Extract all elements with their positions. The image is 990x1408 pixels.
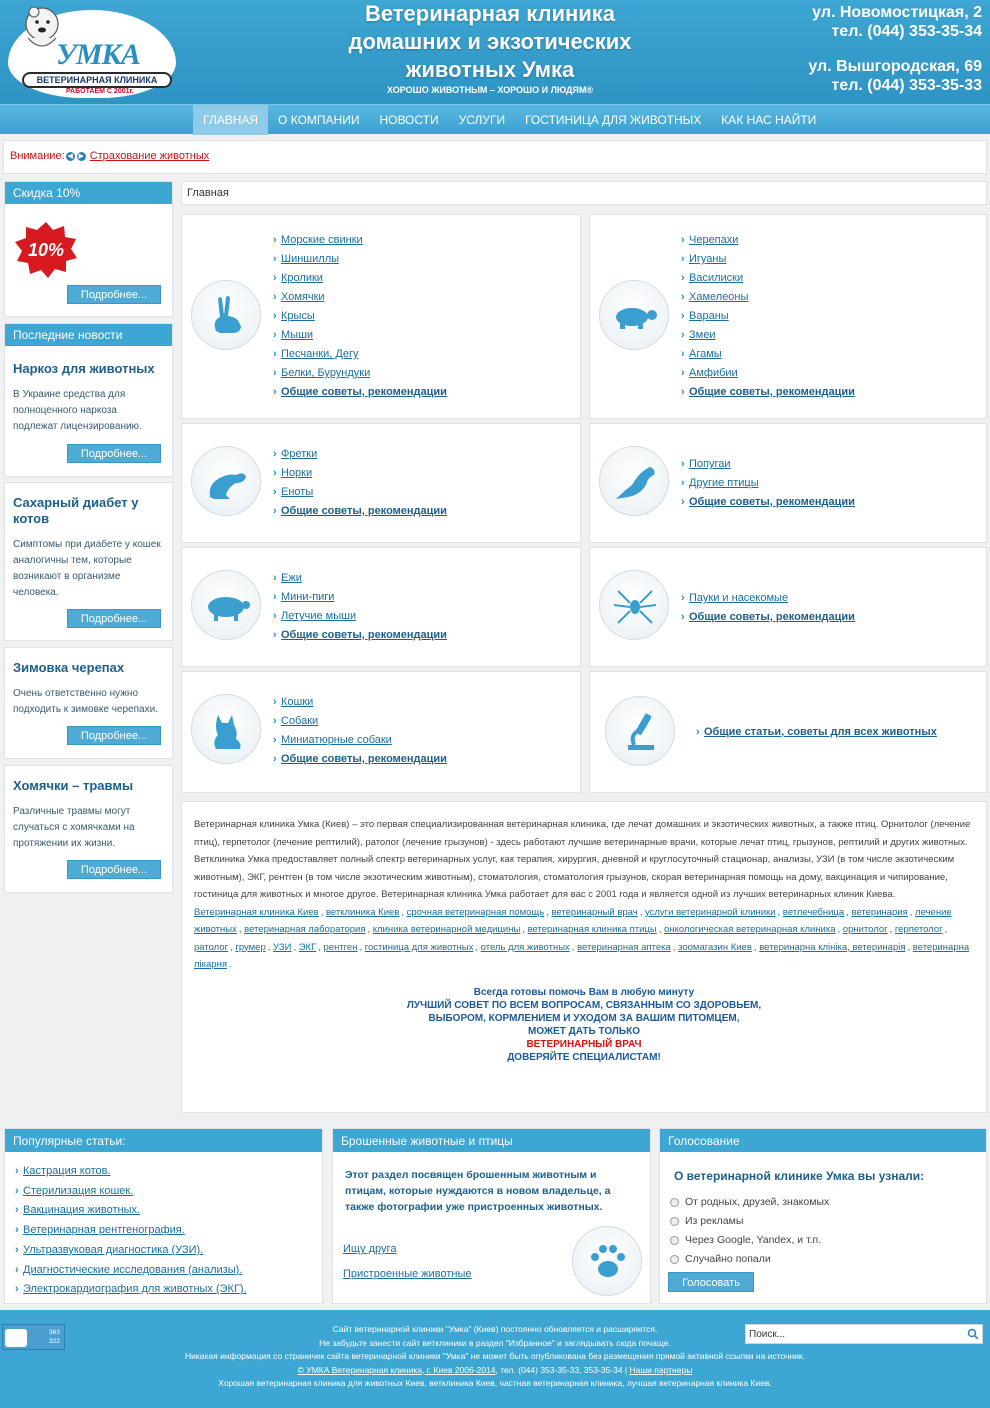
link-item [15,1261,247,1281]
keyword-separator: , [658,924,665,935]
counter-logo-icon [5,1329,27,1347]
keyword-separator: , [944,924,948,935]
link-item [273,712,447,731]
category-link[interactable]: Белки, Бурундуки [281,367,371,379]
link-item [15,1162,247,1182]
keyword-separator: , [571,941,578,953]
popular-link[interactable]: Вакцинация животных. [23,1204,141,1217]
link-item [681,493,855,512]
footer [0,1310,990,1408]
main-nav [0,104,990,134]
poll-option[interactable] [670,1231,829,1250]
news-title[interactable]: Зимовка черепах [13,660,125,675]
cat-icon [202,705,252,755]
news-box-1 [4,323,173,477]
popular-link[interactable]: Электрокардиография для животных (ЭКГ). [23,1283,247,1296]
keyword-link[interactable]: ветеринарна клініка, ветеринарія [759,941,906,953]
general-advice-link[interactable]: Общие советы, рекомендации [281,629,447,641]
keyword-separator: , [359,941,365,953]
category-links [273,693,447,769]
category-card-reptiles [589,214,987,419]
keyword-separator: , [909,906,916,918]
address-1: ул. Новомостицкая, 2 [812,4,982,21]
news-more-button[interactable]: Подробнее... [67,609,161,628]
alert-label: Внимание: [10,150,65,162]
poll-question: О ветеринарной клинике Умка вы узнали: [674,1169,925,1183]
link-item [273,307,447,326]
category-link[interactable]: Черепахи [689,234,739,246]
keyword-separator: , [753,941,760,953]
general-advice-link[interactable]: Общие советы, рекомендации [689,496,855,508]
keyword-links [194,904,974,974]
find-friend-link[interactable]: Ищу друга [343,1243,397,1255]
general-advice-link[interactable]: Общие советы, рекомендации [281,753,447,765]
cta-line: МОЖЕТ ДАТЬ ТОЛЬКО [528,1025,640,1037]
link-item [273,569,447,588]
abandoned-animals-box [332,1128,651,1304]
link-item [15,1241,247,1261]
keyword-link[interactable]: орнитолог [842,924,888,935]
address-2: ул. Вышгородская, 69 [808,58,982,75]
keyword-separator: , [672,941,679,953]
category-link[interactable]: Собаки [281,715,319,727]
poll-option[interactable] [670,1212,829,1231]
category-card-insects [589,547,987,667]
keyword-separator: , [475,941,481,953]
link-item [15,1221,247,1241]
abandoned-header: Брошенные животные и птицы [333,1129,650,1152]
news-text: Очень ответственно нужно подходить к зимовке черепахи. [13,688,158,715]
footer-copyright-line [0,1364,990,1378]
category-card-rodents [181,214,581,419]
link-item [273,731,447,750]
cta-line: Всегда готовы помочь Вам в любую минуту [473,986,695,998]
search-input[interactable] [745,1324,983,1344]
footer-line: Никакая информация со страничек сайта ветеринарной клиники "Умка" не может быть опубликована без размещения прямой активной ссылки на источник. [184,1351,805,1361]
prev-arrow-icon[interactable]: ◀ [67,152,73,160]
link-item [273,483,447,502]
about-text: Ветеринарная клиника Умка (Киев) – это первая специализированная ветеринарная клиника, где лечат домашних и экзотических животных, а также птиц. Орнитолог (лечение птиц), герпетолог (лечение рептилий), ратолог (лечение грызунов) - здесь работают лучшие ветеринарные врачи, которые лечат птиц, грызунов, рептилий и других животных. Ветклиника Умка предоставляет полный спектр ветеринарных услуг, как терапия, хирургия, дневной и круглосуточный стационар, анализы, УЗИ (в том числе экзотическим животным), ЭКГ, рентген (в том числе экзотическим животным), стоматология, стоматология грызунов, скорая ветеринарная помощь на дому, вакцинация и чипирование, гостиница для животных и многое другое. Ветеринарная клиника Умка работает для вас с 2001 года и является одной из лучших ветеринарных клиник Киева. [194,819,971,900]
category-link[interactable]: Другие птицы [689,477,759,489]
link-item [681,455,855,474]
keyword-separator: , [367,924,373,935]
popular-list [15,1162,247,1300]
category-link[interactable]: Попугаи [689,458,731,470]
keyword-link[interactable]: ветеринарная лаборатория [244,924,366,935]
category-link[interactable]: Морские свинки [281,234,363,246]
category-links [696,723,937,742]
category-icon-circle[interactable] [605,696,675,766]
category-links [273,569,447,645]
category-card-ferrets [181,423,581,543]
poll-option-label: Случайно попали [685,1253,771,1265]
link-item [273,231,447,250]
slogan: ХОРОШО ЖИВОТНЫМ – ХОРОШО И ЛЮДЯМ® [387,85,593,95]
address-block-1 [782,3,982,41]
title-line: домашних и экзотических [348,29,632,54]
turtle-icon [610,291,660,341]
link-item [15,1182,247,1202]
spider-icon [610,581,660,631]
phone-2: тел. (044) 353-35-33 [831,77,982,94]
category-icon-circle[interactable] [191,570,261,640]
paw-icon-circle [572,1226,642,1296]
link-item [681,474,855,493]
category-link[interactable]: Амфибии [689,367,738,379]
keyword-separator: , [846,906,852,918]
category-icon-circle[interactable] [599,570,669,640]
category-link[interactable]: Игуаны [689,253,727,265]
news-title[interactable]: Сахарный диабет у котов [13,495,139,526]
call-to-action [194,986,974,1064]
link-item [681,307,855,326]
category-card-birds [589,423,987,543]
keyword-separator: , [639,906,645,918]
search-icon[interactable] [967,1328,979,1340]
link-item [273,288,447,307]
general-advice-link[interactable]: Общие советы, рекомендации [689,611,855,623]
keyword-separator: , [267,941,274,953]
visitor-counter[interactable] [2,1324,65,1350]
category-link[interactable]: Пауки и насекомые [689,592,789,604]
link-item [681,250,855,269]
next-arrow-icon[interactable]: ▶ [78,152,84,160]
footer-phones: , тел. (044) 353-35-33, 353-35-34 | [495,1364,630,1375]
keyword-separator: , [318,941,324,953]
microscope-icon [616,707,666,757]
category-card-small-mammals [181,547,581,667]
keyword-separator: . [228,959,232,970]
category-card-all [589,671,987,793]
site-logo[interactable] [8,2,176,98]
keyword-link[interactable]: ветеринарный врач [551,906,638,918]
partners-link[interactable]: Наши партнеры [629,1364,693,1375]
keyword-link[interactable]: ветеринарна лікарня [194,941,970,970]
keyword-link[interactable]: лечение животных [194,906,952,935]
news-box-4 [4,765,173,893]
poll-header: Голосование [660,1129,986,1152]
nav-location[interactable]: КАК НАС НАЙТИ [721,113,817,127]
category-links [681,589,855,627]
link-item [273,693,447,712]
logo-since: РАБОТАЕМ С 2001г. [66,88,134,95]
keyword-link[interactable]: услуги ветеринарной клиники [644,906,776,918]
footer-text [0,1310,990,1391]
footer-tagline: Хорошая ветеринарная клиника для животных Киев, ветклиника Киев, частная ветеринарная клиника, лучшая ветеринарная клиника Киев. [218,1378,772,1388]
category-links [273,231,447,402]
link-item [681,231,855,250]
link-item [273,626,447,645]
nav-hotel[interactable]: ГОСТИНИЦА ДЛЯ ЖИВОТНЫХ [525,113,702,127]
header [0,0,990,134]
popular-link[interactable]: Стерилизация кошек. [23,1184,134,1197]
ferret-icon [202,457,252,507]
keyword-separator: , [907,941,913,953]
link-item [681,345,855,364]
news-more-button[interactable]: Подробнее... [67,726,161,745]
discount-badge-text: 10% [27,240,65,260]
link-item [15,1280,247,1300]
keyword-link[interactable]: ветеринария [851,906,908,918]
news-title[interactable]: Хомячки – травмы [13,778,134,793]
keyword-link[interactable]: рентген [323,941,358,953]
radio-button[interactable] [670,1236,679,1245]
link-item [681,364,855,383]
link-item [681,269,855,288]
general-advice-link[interactable]: Общие советы, рекомендации [281,386,447,398]
news-text: Симптомы при диабете у кошек аналогичны тем, которые возникают в организме человека. [13,539,161,598]
nav-about[interactable]: О КОМПАНИИ [278,113,360,127]
keyword-link[interactable]: Ветеринарная клиника Киев [194,906,319,918]
keyword-separator: , [238,924,245,935]
poll-option-label: От родных, друзей, знакомых [685,1196,830,1208]
link-item [681,383,855,402]
vote-button[interactable]: Голосовать [668,1272,754,1292]
keyword-link[interactable]: ветеринарная аптека [577,941,671,953]
category-links [273,445,447,521]
news-box-3 [4,647,173,759]
category-link[interactable]: Мини-пиги [281,591,335,603]
news-header: Последние новости [5,324,172,346]
phone-1: тел. (044) 353-35-34 [831,23,982,40]
category-link[interactable]: Агамы [689,348,722,360]
category-link[interactable]: Крысы [281,310,315,322]
discount-badge-icon [13,222,79,278]
radio-button[interactable] [670,1217,679,1226]
link-item [681,326,855,345]
news-more-button[interactable]: Подробнее... [67,860,161,879]
parrot-icon [610,457,660,507]
alert-link[interactable]: Страхование животных [89,150,210,162]
counter-values [49,1328,60,1346]
discount-header: Скидка 10% [5,182,172,204]
link-item [15,1201,247,1221]
link-item [273,502,447,521]
popular-link[interactable]: Диагностические исследования (анализы). [23,1263,243,1276]
radio-button[interactable] [670,1198,679,1207]
category-link[interactable]: Еноты [281,486,314,498]
keyword-separator: , [401,906,407,918]
nav-home[interactable]: ГЛАВНАЯ [193,105,268,135]
general-advice-link[interactable]: Общие советы, рекомендации [689,386,855,398]
link-item [273,383,447,402]
discount-box [4,181,173,317]
category-link[interactable]: Летучие мыши [281,610,357,622]
link-item [273,750,447,769]
category-icon-circle[interactable] [191,446,261,516]
keyword-link[interactable]: ветлечебница [782,906,845,918]
category-link[interactable]: Ежи [281,572,302,584]
category-link[interactable]: Змеи [689,329,716,341]
keyword-separator: , [293,941,299,953]
keyword-link[interactable]: зоомагазин Киев [678,941,752,953]
popular-header: Популярные статьи: [5,1129,322,1152]
link-item [273,345,447,364]
footer-line: Не забудьте занести сайт ветклиники в раздел "Избранное" и заглядывать сюда почаще. [319,1337,671,1348]
popular-articles-box [4,1128,323,1304]
cta-line-highlight: ВЕТЕРИНАРНЫЙ ВРАЧ [526,1038,642,1050]
keyword-separator: , [320,906,326,918]
keyword-link[interactable]: герпетолог [894,924,943,935]
category-card-pets [181,671,581,793]
keyword-link[interactable]: клиника ветеринарной медицины [372,924,521,935]
title-line: животных Умка [405,57,575,82]
counter-value: 363 [49,1329,60,1336]
link-item [681,608,855,627]
poll-option[interactable] [670,1250,829,1269]
general-articles-link[interactable]: Общие статьи, советы для всех животных [704,726,937,738]
poll-box [659,1128,987,1304]
breadcrumb: Главная [181,181,987,205]
link-item [273,607,447,626]
about-text-block [181,801,987,1113]
news-text: В Украине средства для полноценного наркоза подлежат лицензированию. [13,389,142,432]
keyword-link[interactable]: УЗИ [273,941,292,953]
cta-line: ВЫБОРОМ, КОРМЛЕНИЕМ И УХОДОМ ЗА ВАШИМ ПИТОМЦЕМ, [428,1012,740,1024]
poll-options [670,1193,829,1269]
category-link[interactable]: Миниатюрные собаки [281,734,392,746]
keyword-link[interactable]: ветклиника Киев [325,906,400,918]
category-link[interactable]: Вараны [689,310,729,322]
poll-option-label: Через Google, Yandex, и т.п. [685,1234,822,1246]
category-link[interactable]: Фретки [281,448,318,460]
general-advice-link[interactable]: Общие советы, рекомендации [281,505,447,517]
link-item [273,269,447,288]
keyword-separator: , [777,906,783,918]
category-link[interactable]: Шиншиллы [281,253,340,265]
category-link[interactable]: Хамелеоны [689,291,749,303]
link-item [273,588,447,607]
keyword-separator: , [837,924,843,935]
link-item [681,288,855,307]
popular-link[interactable]: Ультразвуковая диагностика (УЗИ). [23,1243,204,1256]
keyword-link[interactable]: ветеринарная клиника птицы [527,924,657,935]
poll-option-label: Из рекламы [685,1215,744,1227]
site-title [320,0,660,84]
paw-icon [583,1237,633,1287]
category-link[interactable]: Норки [281,467,313,479]
popular-link[interactable]: Ветеринарная рентгенография. [23,1224,185,1237]
keyword-separator: , [522,924,528,935]
discount-more-button[interactable]: Подробнее... [67,285,161,304]
cta-line: ЛУЧШИЙ СОВЕТ ПО ВСЕМ ВОПРОСАМ, СВЯЗАННЫМ СО ЗДОРОВЬЕМ, [406,999,762,1011]
poll-option[interactable] [670,1193,829,1212]
link-item [273,326,447,345]
link-item [273,464,447,483]
category-link[interactable]: Василиски [689,272,744,284]
keyword-link[interactable]: грумер [235,941,266,953]
keyword-link[interactable]: онкологическая ветеринарная клиника [664,924,836,935]
keyword-link[interactable]: ЭКГ [298,941,317,953]
popular-link[interactable]: Кастрация котов. [23,1165,111,1177]
copyright-link[interactable]: © УМКА Ветеринарная клиника, г. Киев 2006-2014 [297,1364,496,1375]
link-item [696,723,937,742]
news-title[interactable]: Наркоз для животных [13,361,155,376]
category-links [681,455,855,512]
pig-icon [202,581,252,631]
link-item [273,445,447,464]
abandoned-text: Этот раздел посвящен брошенным животным и птицам, которые нуждаются в новом владельце, а также фотографии уже пристроенных животных. [345,1169,611,1213]
title-line: Ветеринарная клиника [364,1,616,26]
nav-services[interactable]: УСЛУГИ [458,113,506,127]
category-icon-circle[interactable] [191,694,261,764]
category-link[interactable]: Мыши [281,329,314,341]
link-item [273,250,447,269]
category-icon-circle[interactable] [599,280,669,350]
footer-line: Сайт ветеринарной клиники "Умка" (Киев) постоянно обновляется и расширяется. [332,1324,658,1334]
search-placeholder: Поиск... [749,1329,786,1340]
radio-button[interactable] [670,1255,679,1264]
alert-bar [3,140,987,174]
counter-value: 322 [49,1338,60,1345]
keyword-link[interactable]: ратолог [194,941,229,953]
keyword-separator: , [230,941,236,953]
category-link[interactable]: Песчанки, Дегу [281,348,359,360]
category-link[interactable]: Хомячки [281,291,325,303]
category-link[interactable]: Кролики [281,272,323,284]
keyword-separator: , [889,924,895,935]
keyword-link[interactable]: гостиница для животных [364,941,474,953]
news-text: Различные травмы могут случаться с хомячками на протяжении их жизни. [13,806,135,849]
rabbit-icon [202,291,252,341]
logo-subtitle: ВЕТЕРИНАРНАЯ КЛИНИКА [22,72,172,88]
nav-news[interactable]: НОВОСТИ [379,113,439,127]
link-item [681,589,855,608]
category-link[interactable]: Кошки [281,696,314,708]
category-icon-circle[interactable] [599,446,669,516]
link-item [273,364,447,383]
logo-name: УМКА [56,38,140,71]
address-block-2 [782,57,982,95]
news-more-button[interactable]: Подробнее... [67,444,161,463]
cta-line: ДОВЕРЯЙТЕ СПЕЦИАЛИСТАМ! [507,1051,661,1063]
keyword-link[interactable]: срочная ветеринарная помощь [406,906,545,918]
adopted-animals-link[interactable]: Пристроенные животные [343,1268,472,1280]
category-icon-circle[interactable] [191,280,261,350]
keyword-link[interactable]: отель для животных [480,941,570,953]
news-box-2 [4,482,173,641]
keyword-separator: , [546,906,552,918]
category-links [681,231,855,402]
